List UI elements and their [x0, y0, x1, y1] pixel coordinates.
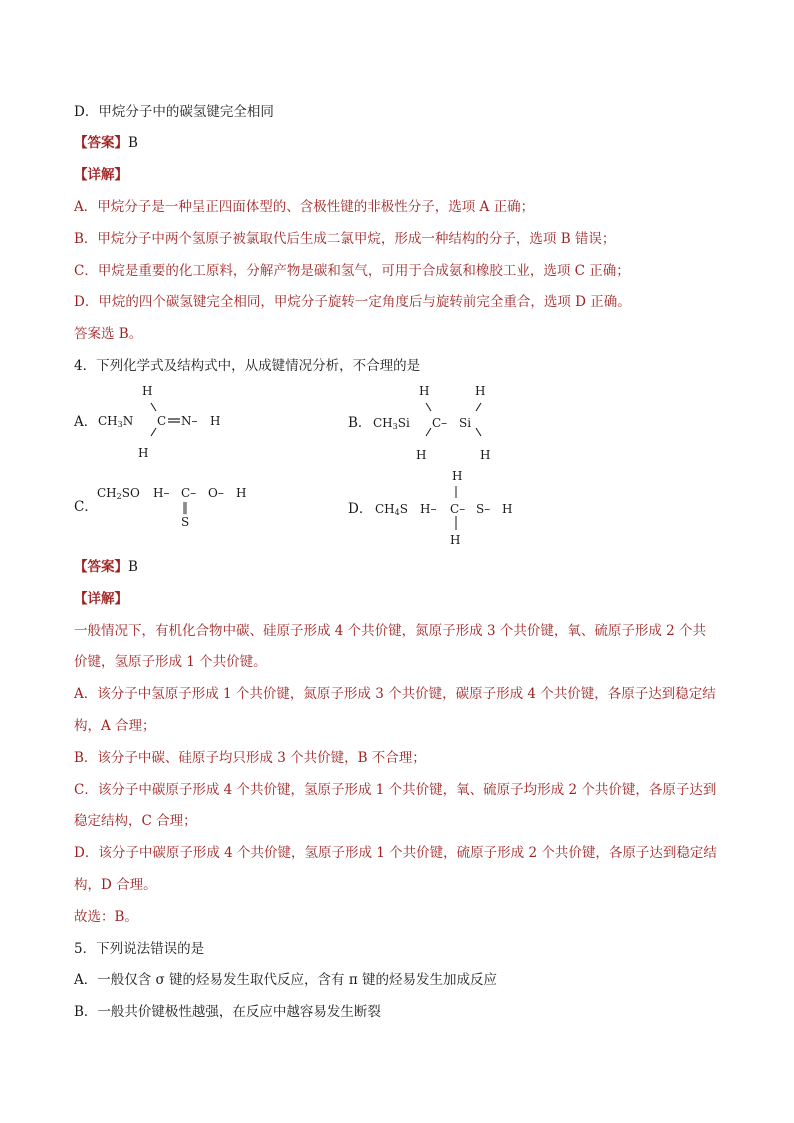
- q4-answer-line: 【答案】B: [74, 559, 138, 575]
- q4-explanation-d-1: D．该分子中碳原子形成 4 个共价键，氢原子形成 1 个共价键，硫原子形成 2 个共价键，各原子达到稳定结: [74, 845, 717, 861]
- q3-final-answer: 答案选 B。: [74, 326, 143, 342]
- option-c-double-bond: ‖: [182, 500, 188, 514]
- option-b-atom-h4: H: [480, 448, 491, 462]
- option-a-formula: $CH_3N$: [98, 414, 134, 429]
- option-c-atom-h: H–: [153, 486, 170, 500]
- q4-explanation-c-1: C．该分子中碳原子形成 4 个共价键，氢原子形成 1 个共价键，氧、硫原子均形成 2 个共价键，各原子达到: [74, 782, 717, 798]
- option-c-atom-o: O–: [208, 486, 224, 500]
- answer-label: 【答案】: [74, 135, 128, 151]
- q3-answer: B: [128, 135, 138, 151]
- option-c-atom-h2: H: [236, 486, 247, 500]
- option-d-atom-c: C–: [450, 502, 466, 516]
- option-d-formula: $CH_4S$: [375, 502, 408, 517]
- q4-stem: 4．下列化学式及结构式中，从成键情况分析，不合理的是: [74, 358, 421, 374]
- option-b-label: B．: [348, 415, 372, 431]
- option-d-atom-h-bottom: H: [450, 533, 461, 547]
- option-c-atom-c: C–: [181, 486, 197, 500]
- q4-explanation-a-2: 构，A 合理；: [74, 718, 156, 734]
- q4-explanation-d-2: 构，D 合理。: [74, 877, 157, 893]
- q4-final-answer: 故选：B。: [74, 909, 138, 925]
- option-b-atom-h3: H: [416, 448, 427, 462]
- option-b-atom-h2: H: [475, 384, 486, 398]
- q4-explanation-intro-2: 价键，氢原子形成 1 个共价键。: [74, 654, 267, 670]
- q3-explanation-c: C．甲烷是重要的化工原料，分解产物是碳和氢气，可用于合成氨和橡胶工业，选项 C 正确；: [74, 263, 630, 279]
- q4-detail-label: 【详解】: [74, 591, 128, 607]
- q4-explanation-intro-1: 一般情况下，有机化合物中碳、硅原子形成 4 个共价键，氮原子形成 3 个共价键，氧、硫原子形成 2 个共: [74, 623, 707, 639]
- q4-explanation-b: B．该分子中碳、硅原子均只形成 3 个共价键，B 不合理；: [74, 750, 426, 766]
- q5-stem: 5．下列说法错误的是: [74, 941, 205, 957]
- option-a-atom-h-top: H: [142, 384, 153, 398]
- q5-option-a: A．一般仅含 σ 键的烃易发生取代反应，含有 π 键的烃易发生加成反应: [74, 972, 498, 988]
- option-a-atom-n: N–: [181, 414, 198, 428]
- q3-option-d: D．甲烷分子中的碳氢键完全相同: [74, 104, 274, 120]
- q3-explanation-b: B．甲烷分子中两个氢原子被氯取代后生成二氯甲烷，形成一种结构的分子，选项 B 错误；: [74, 231, 616, 247]
- q3-detail-label: 【详解】: [74, 167, 128, 183]
- option-d-atom-h-left: H–: [420, 502, 437, 516]
- q4-explanation-c-2: 稳定结构，C 合理；: [74, 813, 197, 829]
- option-b-formula: $CH_3Si$: [373, 416, 410, 431]
- option-d-atom-h-top: H: [452, 469, 463, 483]
- option-b-atom-si: Si: [459, 416, 472, 430]
- q4-explanation-a-1: A．该分子中氢原子形成 1 个共价键，氮原子形成 3 个共价键，碳原子形成 4 个共价键，各原子达到稳定结: [74, 686, 716, 702]
- option-d-atom-s: S–: [476, 502, 491, 516]
- option-a-label: A．: [74, 414, 98, 430]
- option-c-atom-s: S: [181, 515, 190, 529]
- option-a-atom-c: C: [157, 414, 167, 428]
- q3-explanation-d: D．甲烷的四个碳氢键完全相同，甲烷分子旋转一定角度后与旋转前完全重合，选项 D 正确。: [74, 294, 631, 310]
- option-a-atom-h-bottom: H: [138, 446, 149, 460]
- option-d-atom-h-right: H: [502, 502, 513, 516]
- option-b-atom-h1: H: [419, 384, 430, 398]
- option-a-double-bond: [167, 416, 181, 426]
- q5-option-b: B．一般共价键极性越强，在反应中越容易发生断裂: [74, 1004, 381, 1020]
- option-a-atom-h-right: H: [210, 414, 221, 428]
- q4-answer: B: [128, 559, 138, 575]
- q3-explanation-a: A．甲烷分子是一种呈正四面体型的、含极性键的非极性分子，选项 A 正确；: [74, 199, 535, 215]
- option-d-label: D．: [348, 501, 373, 517]
- option-c-formula: $CH_2SO$: [97, 486, 140, 501]
- option-b-atom-c: C–: [432, 416, 448, 430]
- q3-answer-line: [74, 133, 138, 153]
- option-c-label: C．: [74, 499, 98, 515]
